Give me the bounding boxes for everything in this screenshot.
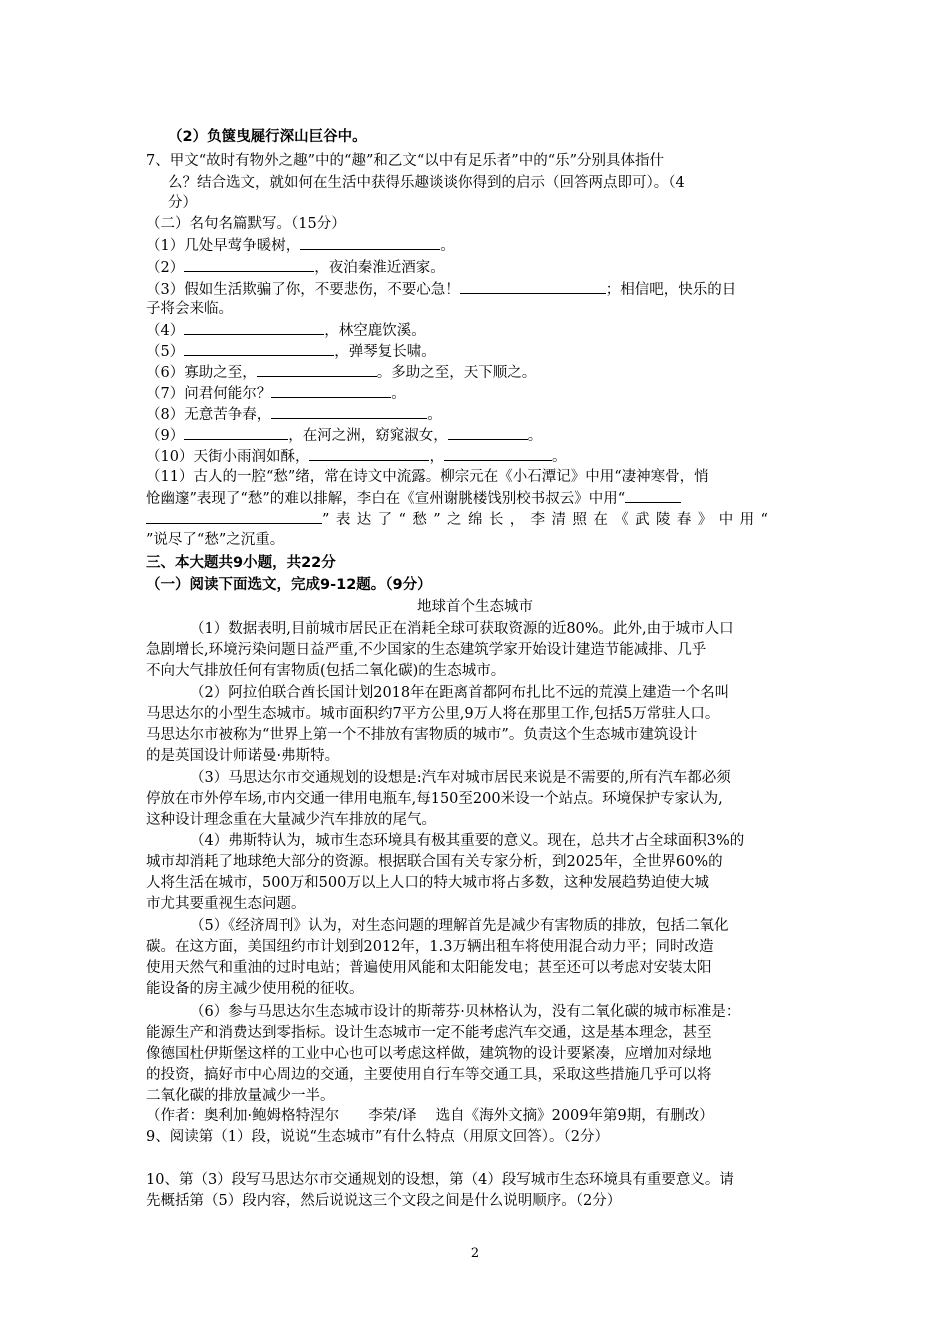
article-p5-line: 碳。在这方面，美国纽约市计划到2012年，1.3万辆出租车将使用混合动力平；同时改造 <box>146 939 714 955</box>
answer-blank[interactable] <box>448 425 528 440</box>
answer-blank[interactable] <box>184 341 334 356</box>
article-p2-line: （2）阿拉伯联合酋长国计划2018年在距离首都阿布扎比不远的荒漠上建造一个名叫 <box>190 685 730 701</box>
q10-line-1: 10、第（3）段写马思达尔市交通规划的设想，第（4）段写城市生态环境具有重要意义。请 <box>146 1172 734 1188</box>
recite-item-1: （1）几处早莺争暖树， 。 <box>146 235 455 256</box>
recite-item-11-line-2: 怆幽邃”表现了“愁”的难以排解，李白在《宣州谢朓楼饯别校书叔云》中用“ <box>146 488 681 509</box>
article-p5-line: 使用天然气和重油的过时电站；普遍使用风能和太阳能发电；甚至还可以考虑对安装太阳 <box>146 960 712 976</box>
q10-line-2: 先概括第（5）段内容，然后说说这三个文段之间是什么说明顺序。（2分） <box>146 1193 622 1209</box>
article-p6-line: 的投资，搞好市中心周边的交通，主要使用自行车等交通工具，采取这些措施几乎可以将 <box>146 1067 712 1083</box>
recite-item-3-cont: 子将会来临。 <box>146 301 233 317</box>
answer-blank[interactable] <box>625 488 681 503</box>
recite-item-11-line-3: ”表达了“愁”之绵长，李清照在《武陵春》中用“ <box>146 509 774 530</box>
recite-item-3: （3）假如生活欺骗了你，不要悲伤，不要心急！ ；相信吧，快乐的日 <box>146 279 736 300</box>
article-p4-line: 人将生活在城市，500万和500万以上人口的特大城市将占多数，这种发展趋势迫使大城 <box>146 875 709 891</box>
q6-item-2: （2）负箧曳屣行深山巨谷中。 <box>168 129 367 145</box>
part-3-subtitle: （一）阅读下面选文，完成9-12题。（9分） <box>146 577 432 593</box>
article-p2-line: 马思达尔的小型生态城市。城市面积约7平方公里,9万人将在那里工作,包括5万常驻人口。 <box>146 706 720 722</box>
article-p5-line: 能设备的房主减少使用税的征收。 <box>146 981 364 997</box>
article-p2-line: 的是英国设计师诺曼·弗斯特。 <box>146 748 340 764</box>
recite-item-8: （8）无意苦争春， 。 <box>146 404 442 425</box>
answer-blank[interactable] <box>184 425 288 440</box>
article-p1-line: 急剧增长,环境污染问题日益严重,不少国家的生态建筑学家开始设计建造节能减排、几乎 <box>146 642 707 658</box>
answer-blank[interactable] <box>271 404 427 419</box>
article-p1-line: 不向大气排放任何有害物质(包括二氧化碳)的生态城市。 <box>146 663 506 679</box>
recite-item-10: （10）天街小雨润如酥， ， 。 <box>146 446 566 467</box>
article-p3-line: 这种设计理念重在大量减少汽车排放的尾气。 <box>146 812 436 828</box>
answer-blank[interactable] <box>184 257 314 272</box>
answer-blank[interactable] <box>460 279 606 294</box>
article-p1-line: （1）数据表明,目前城市居民正在消耗全球可获取资源的近80%。此外,由于城市人口 <box>190 621 734 637</box>
answer-blank[interactable] <box>271 383 391 398</box>
part-3-title: 三、本大题共9小题，共22分 <box>146 555 336 571</box>
recite-item-5: （5） ，弹琴复长啸。 <box>146 341 436 362</box>
article-p4-line: 城市却消耗了地球绝大部分的资源。根据联合国有关专家分析，到2025年，全世界60%的 <box>146 854 723 870</box>
answer-blank[interactable] <box>444 446 552 461</box>
recite-item-7: （7）问君何能尔？ 。 <box>146 383 406 404</box>
q9: 9、阅读第（1）段，说说“生态城市”有什么特点（用原文回答）。（2分） <box>146 1129 609 1145</box>
answer-blank[interactable] <box>309 446 429 461</box>
answer-blank[interactable] <box>184 320 324 335</box>
q7-line-1: 7、甲文“故时有物外之趣”中的“趣”和乙文“以中有足乐者”中的“乐”分别具体指什 <box>146 153 665 169</box>
article-p6-line: 像德国杜伊斯堡这样的工业中心也可以考虑这样做，建筑物的设计要紧凑，应增加对绿地 <box>146 1046 712 1062</box>
article-source: （作者：奥利加·鲍姆格特涅尔 李荣/译 选自《海外文摘》2009年第9期，有删改） <box>146 1108 714 1124</box>
section-2-title: （二）名句名篇默写。（15分） <box>146 216 346 232</box>
article-p5-line: （5）《经济周刊》认为，对生态问题的理解首先是减少有害物质的排放，包括二氧化 <box>190 918 729 934</box>
article-p4-line: （4）弗斯特认为，城市生态环境具有极其重要的意义。现在，总共才占全球面积3%的 <box>190 833 745 849</box>
article-p4-line: 市尤其要重视生态问题。 <box>146 896 306 912</box>
recite-item-4: （4） ，林空鹿饮溪。 <box>146 320 426 341</box>
answer-blank[interactable] <box>146 509 322 524</box>
q7-line-2: 么？结合选文，就如何在生活中获得乐趣谈谈你得到的启示（回答两点即可）。（4 <box>168 175 685 191</box>
page-number: 2 <box>470 1246 480 1261</box>
article-p6-line: （6）参与马思达尔生态城市设计的斯蒂芬·贝林格认为，没有二氧化碳的城市标准是： <box>190 1004 741 1020</box>
answer-blank[interactable] <box>257 362 377 377</box>
recite-item-11-line-4: ”说尽了“愁”之沉重。 <box>146 532 285 548</box>
recite-item-6: （6）寡助之至， 。多助之至，天下顺之。 <box>146 362 536 383</box>
recite-item-2: （2） ，夜泊秦淮近酒家。 <box>146 257 445 278</box>
article-p3-line: （3）马思达尔市交通规划的设想是:汽车对城市居民来说是不需要的,所有汽车都必须 <box>190 770 731 786</box>
article-p3-line: 停放在市外停车场,市内交通一律用电瓶车,每150至200米设一个站点。环境保护专家认为, <box>146 791 723 807</box>
answer-blank[interactable] <box>300 235 440 250</box>
article-p2-line: 马思达尔市被称为“世界上第一个不排放有害物质的城市”。负责这个生态城市建筑设计 <box>146 727 698 743</box>
recite-item-9: （9） ，在河之洲，窈窕淑女， 。 <box>146 425 542 446</box>
recite-item-11-line-1: （11）古人的一腔“愁”绪，常在诗文中流露。柳宗元在《小石潭记》中用“凄神寒骨，悄 <box>146 469 709 485</box>
article-p6-line: 二氧化碳的排放量减少一半。 <box>146 1088 335 1104</box>
article-title: 地球首个生态城市 <box>417 599 533 615</box>
q7-line-3: 分） <box>168 195 197 211</box>
article-p6-line: 能源生产和消费达到零指标。设计生态城市一定不能考虑汽车交通，这是基本理念，甚至 <box>146 1025 712 1041</box>
